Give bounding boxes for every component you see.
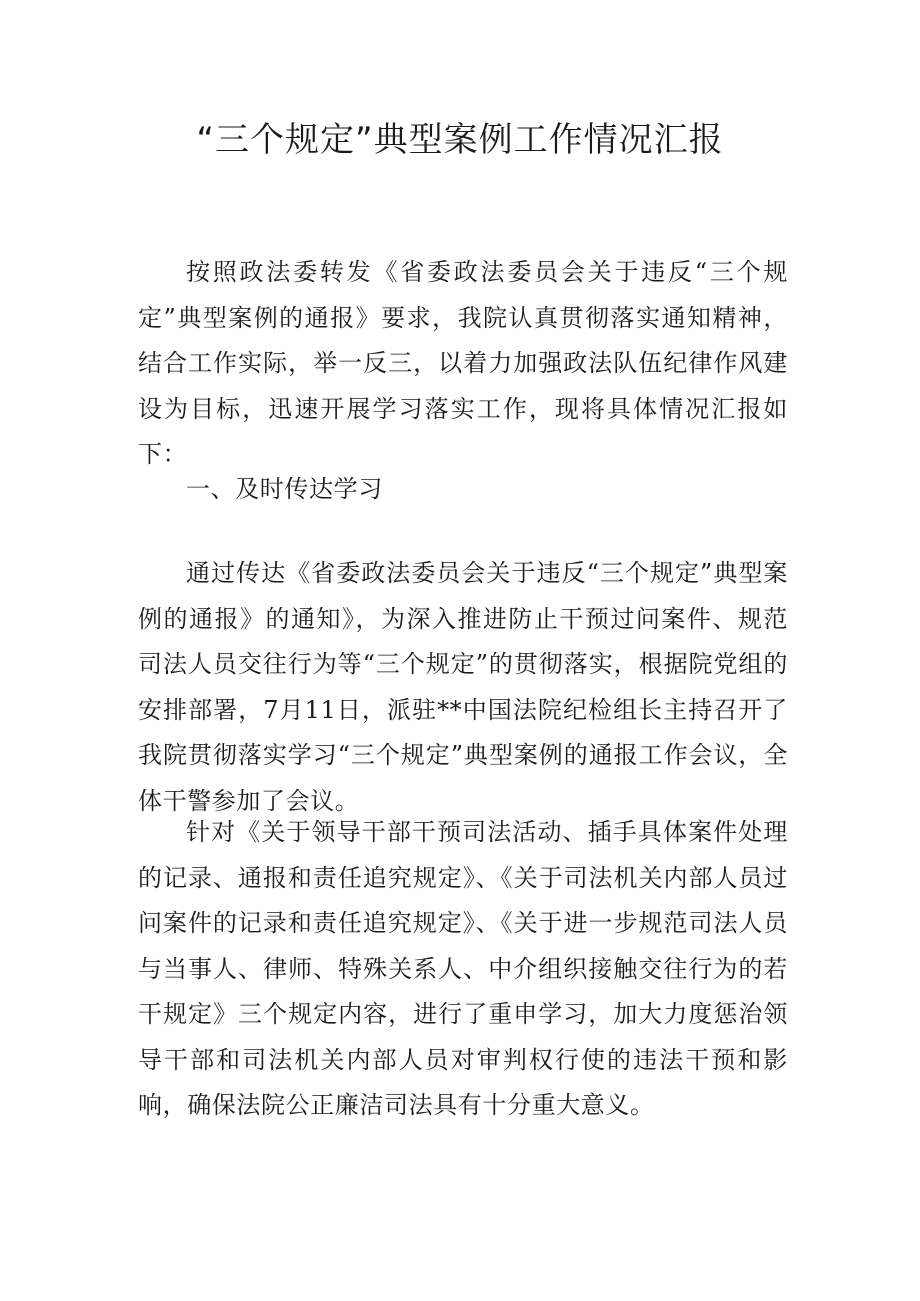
section-heading-1: 一、及时传达学习 [186, 475, 383, 503]
document-title: “三个规定”典型案例工作情况汇报 [196, 120, 724, 160]
section1-paragraph-regulations: 针对《关于领导干部干预司法活动、插手具体案件处理的记录、通报和责任追究规定》、《关于司法机关内部人员过问案件的记录和责任追究规定》、《关于进一步规范司法人员与当事人、律师、特殊关系人、中介组织接触交往行为的若干规定》三个规定内容，进行了重申学习，加大力度惩治领导干部和司法机关内部人员对审判权行使的违法干预和影响，确保法院公正廉洁司法具有十分重大意义。 [138, 818, 788, 1119]
intro-paragraph: 按照政法委转发《省委政法委员会关于违反“三个规定”典型案例的通报》要求，我院认真贯彻落实通知精神，结合工作实际，举一反三，以着力加强政法队伍纪律作风建设为目标，迅速开展学习落实工作，现将具体情况汇报如下： [138, 258, 788, 468]
section1-paragraph-meeting: 通过传达《省委政法委员会关于违反“三个规定”典型案例的通报》的通知》，为深入推进防止干预过问案件、规范司法人员交往行为等“三个规定”的贯彻落实，根据院党组的安排部署，7月11日，派驻**中国法院纪检组长主持召开了我院贯彻落实学习“三个规定”典型案例的通报工作会议，全体干警参加了会议。 [138, 559, 788, 815]
